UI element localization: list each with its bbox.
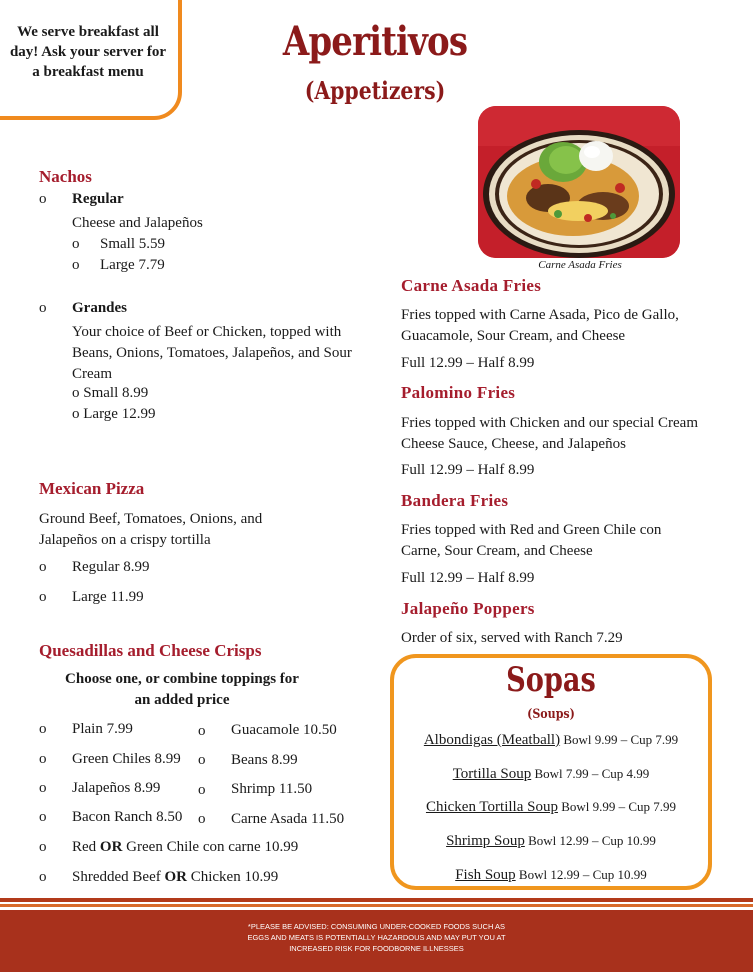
nachos-grandes-desc-line: Cream: [72, 366, 112, 382]
nachos-grandes-label: Grandes: [72, 300, 128, 316]
quesadilla-beans: Beans 8.99: [231, 752, 298, 768]
bullet-icon: o: [39, 780, 47, 796]
disclaimer-line: *PLEASE BE ADVISED: CONSUMING UNDER-COOKED FOODS SUCH AS: [247, 922, 506, 931]
soup-item: Albondigas (Meatball) Bowl 9.99 – Cup 7.99: [423, 732, 679, 748]
disclaimer-line: EGGS AND MEATS IS POTENTIALLY HAZARDOUS AND MAY PUT YOU AT: [247, 933, 506, 942]
food-safety-disclaimer: [200, 921, 553, 954]
bullet-icon: o: [39, 300, 47, 316]
bullet-icon: o: [39, 191, 47, 207]
soup-item: Chicken Tortilla Soup Bowl 9.99 – Cup 7.99: [425, 799, 677, 815]
nachos-regular-large: Large 7.79: [100, 257, 165, 273]
bandera-fries-price: Full 12.99 – Half 8.99: [401, 570, 535, 586]
carne-asada-fries-heading: Carne Asada Fries: [401, 276, 542, 295]
nachos-grandes-desc-line: Beans, Onions, Tomatoes, Jalapeños, and Sour: [72, 345, 352, 361]
nachos-grandes-large: o Large 12.99: [72, 406, 156, 422]
quesadilla-beef-chicken: Shredded Beef OR Chicken 10.99: [72, 869, 279, 885]
food-plate-image: [478, 106, 680, 258]
nachos-regular-desc: Cheese and Jalapeños: [72, 215, 203, 231]
palomino-fries-desc-line: Cheese Sauce, Cheese, and Jalapeños: [401, 436, 626, 452]
footer-divider: [0, 898, 753, 902]
nachos-grandes-desc-line: Your choice of Beef or Chicken, topped with: [72, 324, 342, 340]
palomino-fries-heading: Palomino Fries: [401, 383, 516, 402]
bandera-fries-desc-line: Fries topped with Red and Green Chile con: [401, 522, 662, 538]
quesadilla-carne-asada: Carne Asada 11.50: [231, 811, 345, 827]
bandera-fries-heading: Bandera Fries: [401, 491, 509, 510]
quesadilla-plain: Plain 7.99: [72, 721, 133, 737]
pizza-desc-line: Ground Beef, Tomatoes, Onions, and: [39, 511, 263, 527]
pizza-heading: Mexican Pizza: [39, 479, 145, 498]
nachos-regular-label: Regular: [72, 191, 124, 207]
photo-caption: Carne Asada Fries: [538, 259, 622, 271]
quesadillas-note-line: Choose one, or combine toppings for: [65, 671, 299, 687]
sopas-subtitle: (Soups): [527, 707, 575, 722]
quesadilla-bacon-ranch: Bacon Ranch 8.50: [72, 809, 183, 825]
bullet-icon: o: [39, 809, 47, 825]
carne-asada-fries-desc-line: Guacamole, Sour Cream, and Cheese: [401, 328, 626, 344]
bullet-icon: o: [198, 782, 206, 798]
quesadillas-heading: Quesadillas and Cheese Crisps: [39, 641, 262, 660]
bullet-icon: o: [198, 752, 206, 768]
bullet-icon: o: [72, 257, 80, 273]
quesadilla-red-green-chile: Red OR Green Chile con carne 10.99: [72, 839, 299, 855]
soup-item: Tortilla Soup Bowl 7.99 – Cup 4.99: [452, 766, 650, 782]
quesadilla-green-chiles: Green Chiles 8.99: [72, 751, 181, 767]
nachos-heading: Nachos: [39, 167, 92, 186]
pizza-large: Large 11.99: [72, 589, 144, 605]
carne-asada-fries-price: Full 12.99 – Half 8.99: [401, 355, 535, 371]
palomino-fries-desc-line: Fries topped with Chicken and our special Cream: [401, 415, 699, 431]
carne-asada-fries-photo: [478, 106, 680, 258]
soup-item: Fish Soup Bowl 12.99 – Cup 10.99: [455, 867, 647, 883]
pizza-regular: Regular 8.99: [72, 559, 150, 575]
jalapeno-poppers-heading: Jalapeño Poppers: [401, 599, 535, 618]
bullet-icon: o: [198, 723, 206, 739]
bullet-icon: o: [39, 869, 47, 885]
bullet-icon: o: [39, 589, 47, 605]
pizza-desc-line: Jalapeños on a crispy tortilla: [39, 532, 211, 548]
page-title: Aperitivos: [282, 18, 468, 65]
bullet-icon: o: [39, 721, 47, 737]
bullet-icon: o: [198, 811, 206, 827]
breakfast-note: We serve breakfast all day! Ask your server for a breakfast menu: [9, 24, 167, 80]
sopas-title: Sopas: [506, 660, 596, 700]
jalapeno-poppers-desc: Order of six, served with Ranch 7.29: [401, 630, 623, 646]
quesadillas-note-line: an added price: [134, 692, 230, 708]
palomino-fries-price: Full 12.99 – Half 8.99: [401, 462, 535, 478]
footer-divider: [0, 904, 753, 907]
nachos-regular-small: Small 5.59: [100, 236, 166, 252]
quesadilla-shrimp: Shrimp 11.50: [231, 781, 313, 797]
bullet-icon: o: [39, 559, 47, 575]
quesadilla-guacamole: Guacamole 10.50: [231, 722, 337, 738]
disclaimer-line: INCREASED RISK FOR FOODBORNE ILLNESSES: [289, 944, 464, 953]
bullet-icon: o: [39, 751, 47, 767]
bandera-fries-desc-line: Carne, Sour Cream, and Cheese: [401, 543, 593, 559]
bullet-icon: o: [39, 839, 47, 855]
page-subtitle: (Appetizers): [304, 76, 446, 105]
quesadilla-jalapenos: Jalapeños 8.99: [72, 780, 161, 796]
bullet-icon: o: [72, 236, 80, 252]
nachos-grandes-small: o Small 8.99: [72, 385, 149, 401]
soup-item: Shrimp Soup Bowl 12.99 – Cup 10.99: [446, 833, 656, 849]
carne-asada-fries-desc-line: Fries topped with Carne Asada, Pico de Gallo,: [401, 307, 679, 323]
